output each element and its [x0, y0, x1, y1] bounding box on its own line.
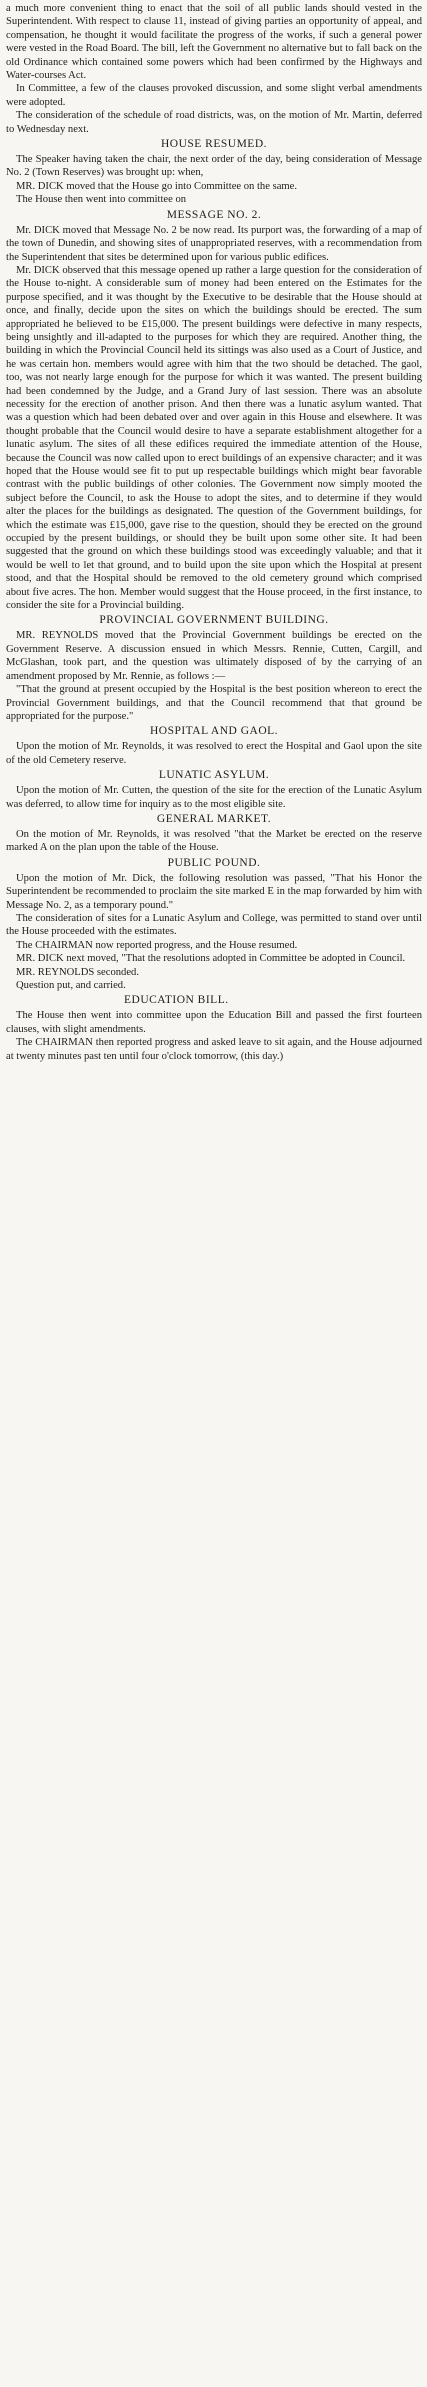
paragraph: Upon the motion of Mr. Dick, the following resolution was passed, "That his Honor the Superintendent be recommended to proclaim the site marked E in the map forwarded by him with Message No. 2, as a temporary pound.": [6, 872, 422, 911]
section-heading: PROVINCIAL GOVERNMENT BUILDING.: [99, 614, 329, 627]
paragraph: The House then went into committee on: [16, 194, 187, 206]
paragraph: The consideration of the schedule of road districts, was, on the motion of Mr. Martin, deferred to Wednesday next.: [6, 110, 422, 135]
paragraph: MR. REYNOLDS seconded.: [16, 966, 139, 978]
paragraph: In Committee, a few of the clauses provoked discussion, and some slight verbal amendments were adopted.: [6, 83, 422, 108]
paragraph: The consideration of sites for a Lunatic Asylum and College, was permitted to stand over until the House proceeded with the estimates.: [6, 912, 422, 938]
section-heading: MESSAGE NO. 2.: [166, 208, 262, 221]
paragraph: MR. DICK next moved, "That the resolutions adopted in Committee be adopted in Council.: [16, 953, 406, 965]
section-heading: HOUSE RESUMED.: [160, 138, 268, 151]
paragraph: On the motion of Mr. Reynolds, it was resolved "that the Market be erected on the reserve marked A on the plan upon the table of the House.: [6, 828, 422, 854]
paragraph: The CHAIRMAN then reported progress and asked leave to sit again, and the House adjourned at twenty minutes past ten until four o'clock tomorrow, (this day.): [6, 1037, 422, 1062]
paragraph: Upon the motion of Mr. Reynolds, it was resolved to erect the Hospital and Gaol upon the site of the old Cemetery reserve.: [6, 741, 422, 766]
section-heading: LUNATIC ASYLUM.: [158, 769, 270, 782]
paragraph: a much more convenient thing to enact that the soil of all public lands should vested in the Superintendent. With respect to clause 11, instead of giving parties an opportunity of appeal, and compensation, he thought it would facilitate the progress of the works, if such a general power were vested in the Road Board. The bill, left the Government no alternative but to fall back on the old Ordinance which contained some powers which had been confirmed by the Highways and Water-courses Act.: [6, 3, 422, 82]
paragraph: MR. DICK moved that the House go into Committee on the same.: [16, 180, 297, 192]
section-heading: PUBLIC POUND.: [167, 856, 261, 869]
section-heading: HOSPITAL AND GAOL.: [149, 725, 279, 738]
section-heading: GENERAL MARKET.: [156, 812, 272, 825]
section-heading: EDUCATION BILL.: [124, 994, 229, 1007]
paragraph: Upon the motion of Mr. Cutten, the question of the site for the erection of the Lunatic Asylum was deferred, to allow time for inquiry as to the most eligible site.: [6, 785, 422, 810]
paragraph: "That the ground at present occupied by the Hospital is the best position whereon to erect the Provincial Government buildings, and that the Council recommend that that ground be appropriated for the purpose.": [6, 684, 422, 722]
paragraph: MR. REYNOLDS moved that the Provincial Government buildings be erected on the Government Reserve. A discussion ensued in which Messrs. Rennie, Cutten, Cargill, and McGlashan, took part, and the question was ultimately disposed of by the carrying of an amendment proposed by Mr. Rennie, as follows :—: [6, 630, 422, 682]
paragraph: Mr. DICK observed that this message opened up rather a large question for the consideration of the House to-night. A considerable sum of money had been entered on the Estimates for the purpose specified, and it was thought by the Executive to be desirable that the House should at once, and finally, decide upon the sites on which the buildings should be erected. The sum appropriated he believed to be £15,000. The present buildings were defective in many respects, being unsightly and ill-adapted to the purposes for which they are required. Another thing, the building in which the Provincial Council held its sittings was also used as a Court of Justice, and he was certain hon. members would agree with him that the two should be detached. The gaol, too, was not nearly large enough for the purpose for which it was wanted. The present building had been condemned by the Judge, and a Grand Jury of last session. There was an absolute necessity for the erection of another prison. And then there was a lunatic asylum wanted. That was a question which had been debated over and over again in this House and elsewhere. It was thought probable that the Council would desire to have a separate establishment altogether for a lunatic asylum. The sites of all these edifices required the immediate attention of the House, because the Council was now called upon to erect buildings of an expensive character; and it was hoped that the House would see fit to put up respectable buildings which might bear favorable contrast with the public buildings of other colonies. The Government now simply mooted the subject before the Council, to ask the House to adopt the sites, and to determine if they would alter the places for the buildings as designated. The question of the Government buildings, for which the estimate was £15,000, gave rise to the question, should they be erected on the ground occupied by the present buildings, or should they be built upon some other site. It had been suggested that the ground on which these buildings stood was exceedingly valuable; and that it would be well to let that ground, and to build upon the site upon which the Hospital at present stood, and that the Hospital should be removed to the old cemetery ground which comprised about five acres. The hon. Member would suggest that the House proceed, in the first instance, to consider the site for a Provincial building.: [6, 264, 422, 612]
paragraph: The CHAIRMAN now reported progress, and the House resumed.: [16, 939, 298, 951]
paragraph: Question put, and carried.: [16, 980, 126, 991]
paragraph: Mr. DICK moved that Message No. 2 be now read. Its purport was, the forwarding of a map of the town of Dunedin, and showing sites of unappropriated reserves, with a recommendation from the Superintendent that sites be determined upon for various public edifices.: [6, 224, 422, 263]
paragraph: The House then went into committee upon the Education Bill and passed the first fourteen clauses, with slight amendments.: [6, 1010, 422, 1035]
paragraph: The Speaker having taken the chair, the next order of the day, being consideration of Message No. 2 (Town Reserves) was brought up: when,: [6, 154, 422, 179]
